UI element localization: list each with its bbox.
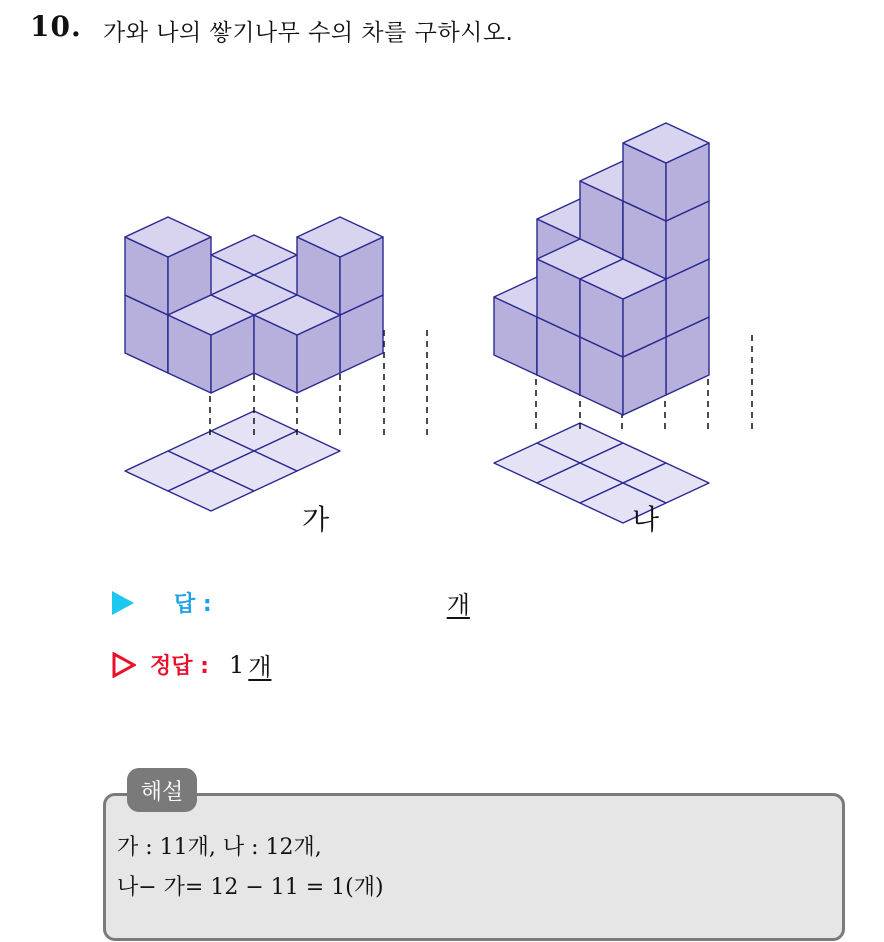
answer-row [112, 585, 470, 620]
play-arrow-icon [112, 591, 134, 615]
figure-ga-label: 가 [302, 503, 330, 536]
correct-label: 정답 : [150, 654, 209, 679]
explanation-line-1: 가 : 11개, 나 : 12개, [117, 835, 322, 860]
explanation-line-2: 나− 가= 12 − 11 = 1(개) [117, 875, 384, 900]
answer-label: 답 : [174, 592, 212, 617]
question-number: 10. [30, 10, 82, 43]
explanation-box [103, 793, 845, 941]
question-text: 가와 나의 쌓기나무 수의 차를 구하시오. [103, 20, 514, 46]
figure-na-cubes [494, 123, 752, 523]
correct-value: 1 [228, 650, 245, 679]
outline-arrow-icon [112, 652, 136, 678]
figure-na-label: 나 [632, 503, 660, 536]
answer-input[interactable]: 개 [446, 591, 470, 619]
explanation-tag: 해설 [127, 768, 197, 812]
figure-ga-cubes [125, 217, 427, 511]
correct-answer-row [112, 647, 271, 682]
correct-unit: 개 [248, 653, 272, 681]
